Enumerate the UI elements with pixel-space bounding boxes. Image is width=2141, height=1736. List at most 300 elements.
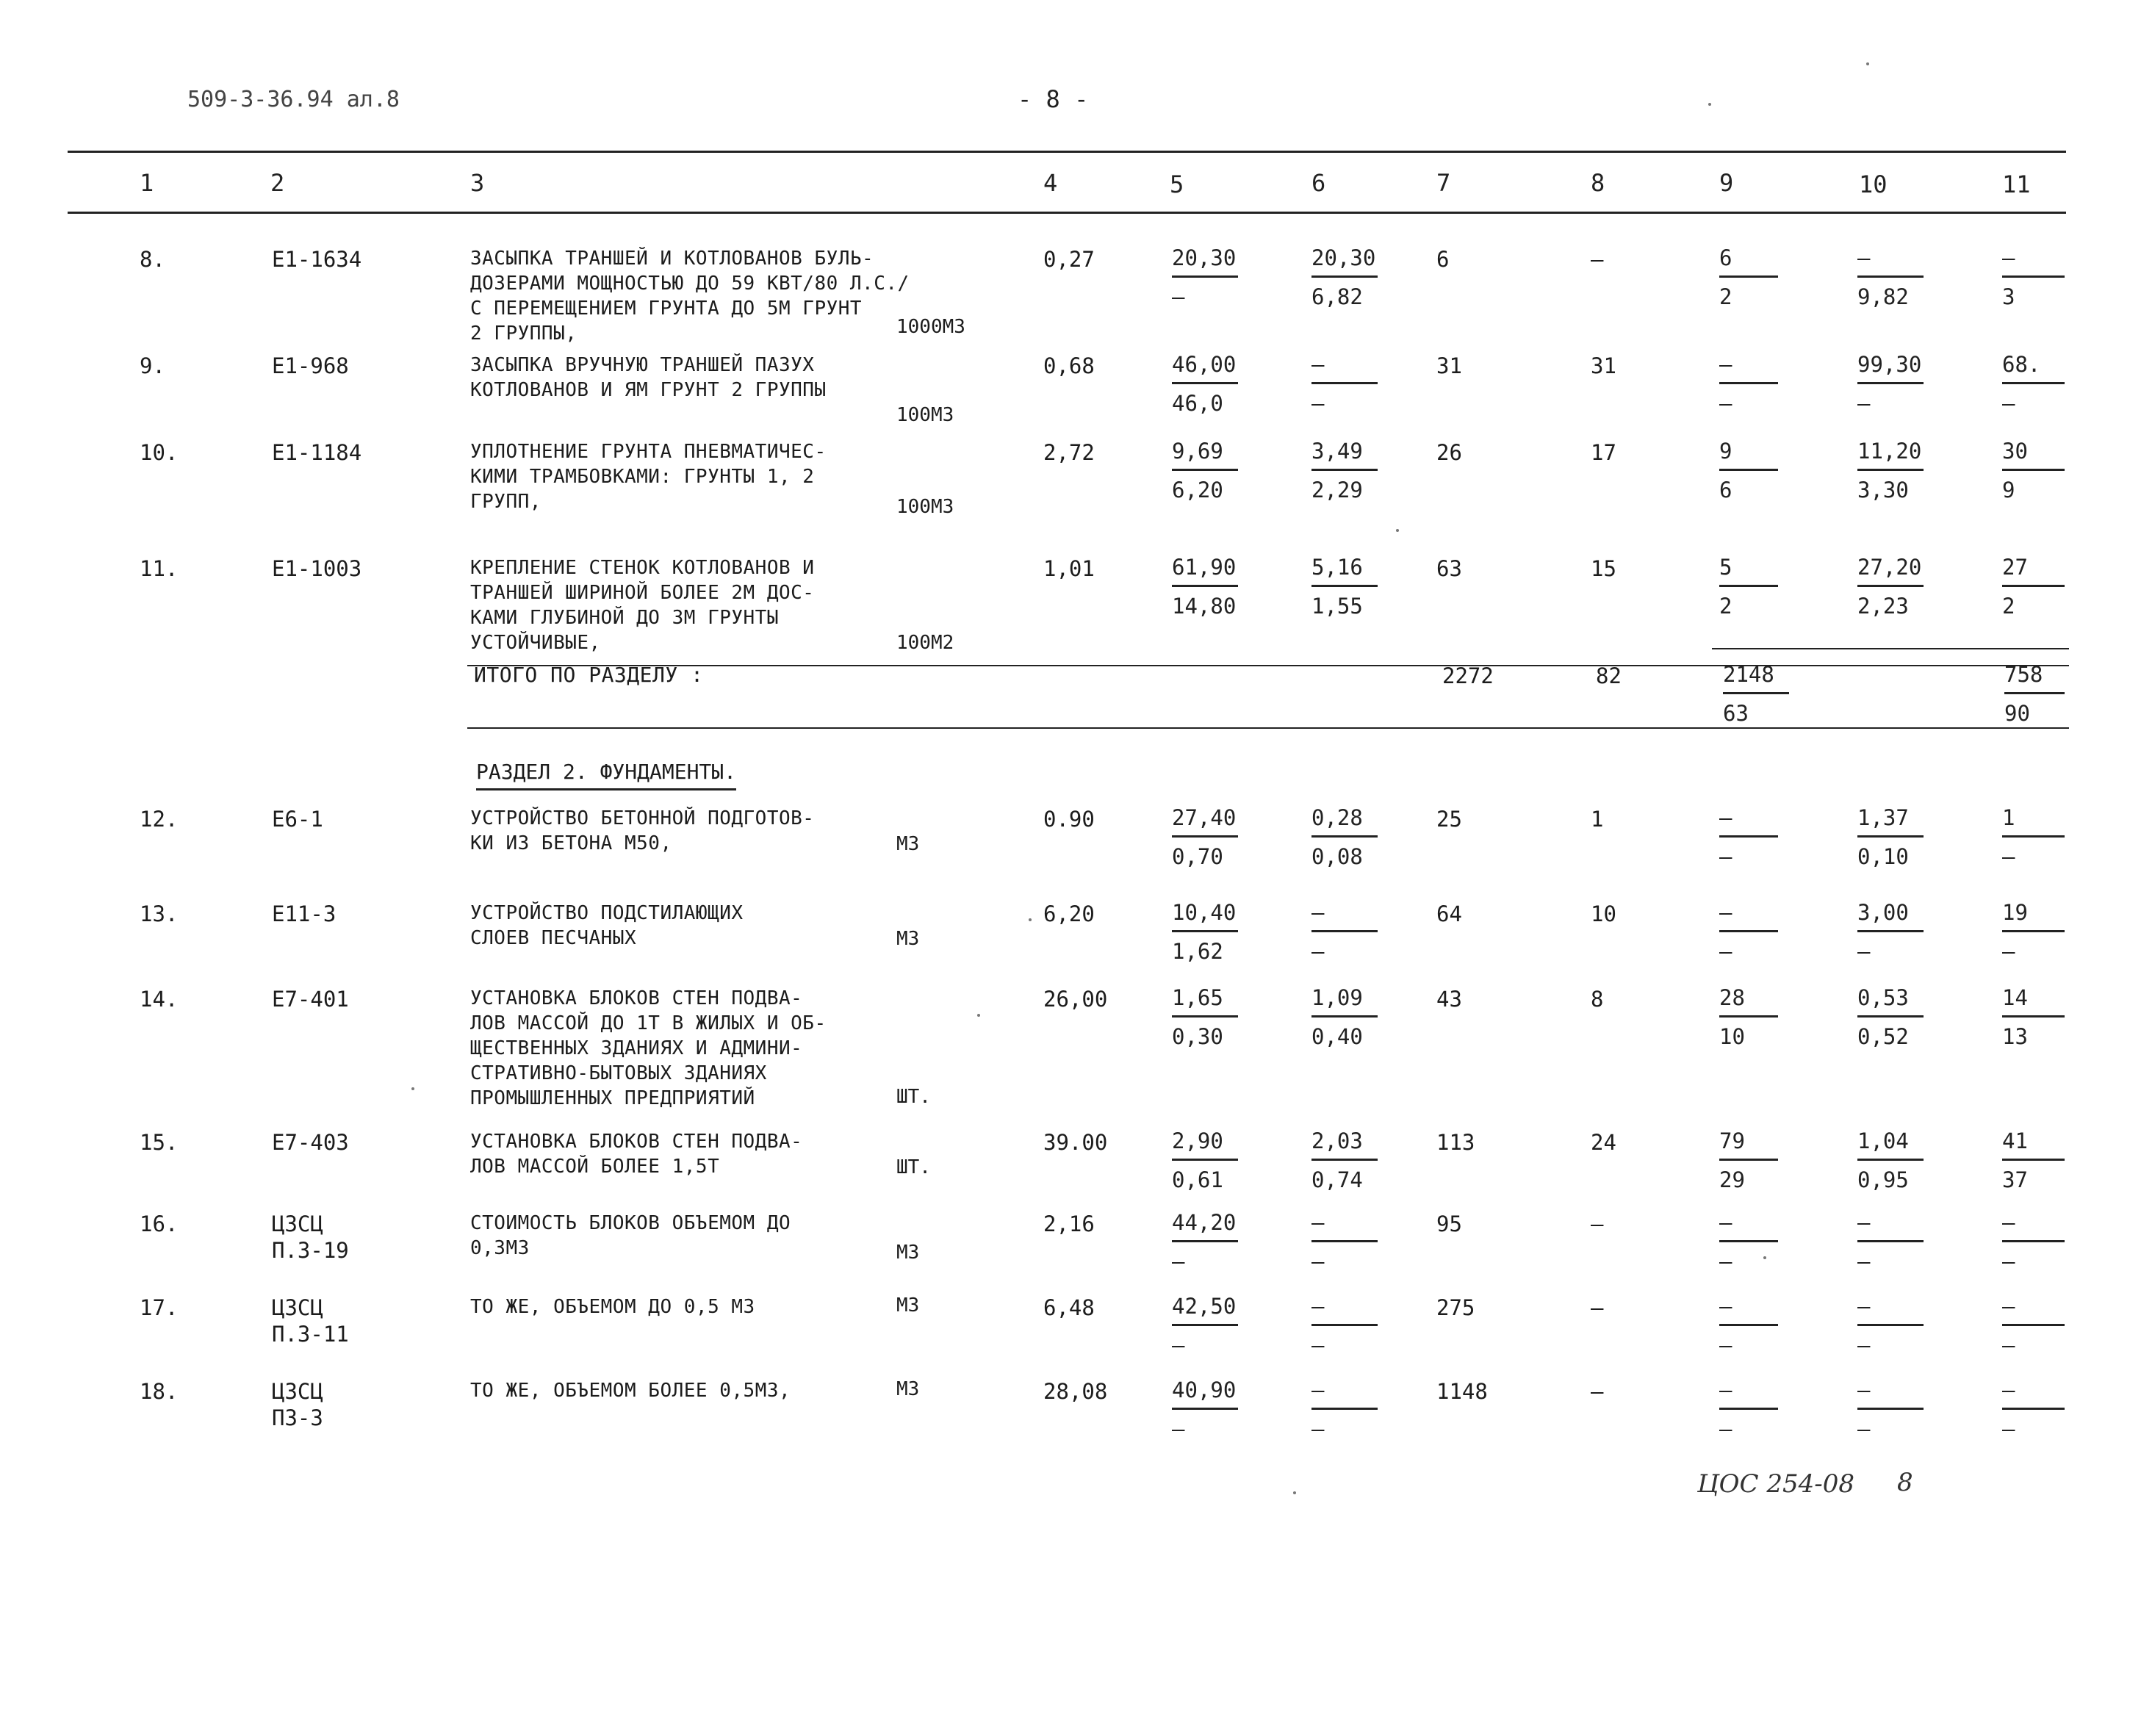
row-8-col11 [2002, 243, 2065, 311]
row-16-col6-bottom: – [1311, 1249, 1325, 1274]
row-11-col6 [1311, 552, 1378, 621]
row-16-unit: М3 [896, 1242, 920, 1264]
row-12-number: 12. [140, 807, 179, 832]
row-15-col9-bottom: 29 [1719, 1167, 1745, 1192]
row-8-col11-bottom: 3 [2002, 284, 2015, 309]
row-15-col10-top: 1,04 [1857, 1128, 1909, 1153]
row-8-col11-line [2002, 275, 2065, 278]
row-9-col11-line [2002, 382, 2065, 384]
row-14-desc-line: УСТАНОВКА БЛОКОВ СТЕН ПОДВА- [470, 987, 803, 1009]
row-16-col5-top: 44,20 [1172, 1210, 1237, 1235]
row-15-code: Е7-403 [272, 1130, 349, 1155]
row-11-col10-top: 27,20 [1857, 555, 1922, 580]
header-top-rule [68, 151, 2066, 153]
row-16-col5-bottom: – [1172, 1249, 1185, 1274]
row-11-col11 [2002, 552, 2065, 621]
row-16-col10-line [1857, 1240, 1924, 1242]
row-18-col5-top: 40,90 [1172, 1377, 1237, 1402]
row-10-col5-line [1172, 469, 1238, 471]
row-16-col11-line [2002, 1240, 2065, 1242]
row-18-desc-line: ТО ЖЕ, ОБЪЕМОМ БОЛЕЕ 0,5М3, [470, 1380, 791, 1402]
row-13-col6-line [1311, 930, 1378, 932]
row-13-col11-line [2002, 930, 2065, 932]
row-13-col6 [1311, 898, 1378, 966]
total-col11-bottom: 90 [2004, 701, 2030, 726]
row-16-desc-line: СТОИМОСТЬ БЛОКОВ ОБЪЕМОМ ДО [470, 1212, 791, 1234]
row-11-col10 [1857, 552, 1924, 621]
col-head-9: 9 [1719, 169, 1734, 197]
row-13-col7: 64 [1436, 901, 1462, 926]
scan-speck [411, 1087, 414, 1090]
row-8-col7: 6 [1436, 247, 1450, 272]
row-15-unit: ШТ. [896, 1156, 931, 1178]
row-14-col9 [1719, 983, 1778, 1051]
row-9-col11-top: 68. [2002, 352, 2041, 377]
row-17-col10-line [1857, 1324, 1924, 1326]
row-14-col6 [1311, 983, 1378, 1051]
row-13-col8: 10 [1591, 901, 1616, 926]
row-8-col10-bottom: 9,82 [1857, 284, 1909, 309]
row-10-code: Е1-1184 [272, 440, 362, 465]
row-10-col6 [1311, 436, 1378, 505]
total-col7: 2272 [1442, 663, 1494, 688]
row-15-desc-line: УСТАНОВКА БЛОКОВ СТЕН ПОДВА- [470, 1131, 803, 1153]
total-col11-top: 758 [2004, 662, 2043, 687]
row-8-col6-bottom: 6,82 [1311, 284, 1363, 309]
row-18-col11 [2002, 1375, 2065, 1444]
row-10-col9 [1719, 436, 1778, 505]
row-18-code: ЦЗСЦ П3-3 [272, 1379, 323, 1430]
row-18-col8: – [1591, 1379, 1604, 1404]
row-8-col5 [1172, 243, 1238, 311]
scan-speck [1866, 62, 1869, 65]
row-11-col5-line [1172, 585, 1238, 587]
row-16-col7: 95 [1436, 1211, 1462, 1236]
row-12-col7: 25 [1436, 807, 1462, 832]
row-12-col5-bottom: 0,70 [1172, 844, 1223, 869]
row-11-col4: 1,01 [1043, 556, 1095, 581]
total-col9-top: 2148 [1723, 662, 1774, 687]
row-13-col5 [1172, 898, 1238, 966]
col-head-5: 5 [1170, 170, 1184, 198]
row-12-col5 [1172, 803, 1238, 871]
row-10-col11-bottom: 9 [2002, 478, 2015, 503]
row-9-col9-top: – [1719, 352, 1732, 377]
row-16-col9-line [1719, 1240, 1778, 1242]
row-12-col11-top: 1 [2002, 805, 2015, 830]
row-11-col6-bottom: 1,55 [1311, 594, 1363, 619]
row-13-col10 [1857, 898, 1924, 966]
row-11-col5-bottom: 14,80 [1172, 594, 1237, 619]
row-17-col9-top: – [1719, 1294, 1732, 1319]
row-15-col10-line [1857, 1159, 1924, 1161]
col-head-4: 4 [1043, 169, 1058, 197]
row-17-col9-bottom: – [1719, 1333, 1732, 1358]
row-14-number: 14. [140, 987, 179, 1012]
row-11-col9-bottom: 2 [1719, 594, 1732, 619]
row-18-col5-line [1172, 1408, 1238, 1410]
row-11-desc-line: УСТОЙЧИВЫЕ, [470, 632, 601, 654]
row-12-col11 [2002, 803, 2065, 871]
total-col9-line [1723, 692, 1789, 694]
row-12-col9-bottom: – [1719, 844, 1732, 869]
row-18-col6-top: – [1311, 1377, 1325, 1402]
row-8-unit: 1000М3 [896, 316, 965, 338]
scan-speck [1293, 1491, 1296, 1494]
row-16-col9 [1719, 1208, 1778, 1276]
row-14-col5-line [1172, 1015, 1238, 1018]
row-8-col5-bottom: – [1172, 284, 1185, 309]
row-11-col6-line [1311, 585, 1378, 587]
row-18-col10-top: – [1857, 1377, 1871, 1402]
total-top-rule-right [1712, 648, 2069, 649]
row-12-desc-line: УСТРОЙСТВО БЕТОННОЙ ПОДГОТОВ- [470, 807, 815, 829]
row-16-col11-top: – [2002, 1210, 2015, 1235]
footer-inventory-sign: ЦОС 254-08 [1697, 1469, 1854, 1499]
row-16-col8: – [1591, 1211, 1604, 1236]
row-14-col9-top: 28 [1719, 985, 1745, 1010]
row-12-col10-top: 1,37 [1857, 805, 1909, 830]
row-8-col11-top: – [2002, 245, 2015, 270]
row-11-col10-line [1857, 585, 1924, 587]
row-14-col9-line [1719, 1015, 1778, 1018]
row-14-col8: 8 [1591, 987, 1604, 1012]
row-10-col7: 26 [1436, 440, 1462, 465]
row-14-col11-line [2002, 1015, 2065, 1018]
row-12-col11-line [2002, 835, 2065, 838]
row-10-col9-line [1719, 469, 1778, 471]
row-14-code: Е7-401 [272, 987, 349, 1012]
row-15-col9-line [1719, 1159, 1778, 1161]
row-9-col10-top: 99,30 [1857, 352, 1922, 377]
col-head-3: 3 [470, 169, 485, 197]
row-15-col11-bottom: 37 [2002, 1167, 2028, 1192]
row-15-number: 15. [140, 1130, 179, 1155]
row-14-col5-top: 1,65 [1172, 985, 1223, 1010]
row-15-col6-bottom: 0,74 [1311, 1167, 1363, 1192]
row-18-col6-bottom: – [1311, 1416, 1325, 1441]
row-14-col6-bottom: 0,40 [1311, 1024, 1363, 1049]
row-9-desc-line: КОТЛОВАНОВ И ЯМ ГРУНТ 2 ГРУППЫ [470, 379, 827, 401]
row-11-desc-line: ТРАНШЕЙ ШИРИНОЙ БОЛЕЕ 2М ДОС- [470, 582, 815, 604]
row-18-col5 [1172, 1375, 1238, 1444]
row-16-col5 [1172, 1208, 1238, 1276]
row-16-col6-line [1311, 1240, 1378, 1242]
row-9-number: 9. [140, 353, 165, 378]
total-col11-line [2004, 692, 2065, 694]
row-13-col11-bottom: – [2002, 939, 2015, 964]
row-18-col5-bottom: – [1172, 1416, 1185, 1441]
row-17-col6-top: – [1311, 1294, 1325, 1319]
footer-page-number: 8 [1897, 1468, 1913, 1497]
row-13-col11 [2002, 898, 2065, 966]
row-9-col6-line [1311, 382, 1378, 384]
row-13-desc-line: СЛОЕВ ПЕСЧАНЫХ [470, 927, 637, 949]
row-8-col6 [1311, 243, 1378, 311]
row-13-col11-top: 19 [2002, 900, 2028, 925]
total-col11 [2004, 660, 2065, 728]
row-10-col10-top: 11,20 [1857, 439, 1922, 464]
row-13-col6-top: – [1311, 900, 1325, 925]
row-16-code: ЦЗСЦ П.3-19 [272, 1211, 349, 1263]
row-13-col5-top: 10,40 [1172, 900, 1237, 925]
row-10-col11-line [2002, 469, 2065, 471]
row-18-col4: 28,08 [1043, 1379, 1108, 1404]
row-15-col10 [1857, 1126, 1924, 1195]
row-18-number: 18. [140, 1379, 179, 1404]
row-13-col9-line [1719, 930, 1778, 932]
row-17-col10-top: – [1857, 1294, 1871, 1319]
row-17-number: 17. [140, 1295, 179, 1320]
row-16-col10-top: – [1857, 1210, 1871, 1235]
row-16-col10 [1857, 1208, 1924, 1276]
row-13-col6-bottom: – [1311, 939, 1325, 964]
row-9-col10 [1857, 350, 1924, 418]
row-16-col5-line [1172, 1240, 1238, 1242]
row-12-col8: 1 [1591, 807, 1604, 832]
row-14-col4: 26,00 [1043, 987, 1108, 1012]
row-10-col10-line [1857, 469, 1924, 471]
row-15-col6 [1311, 1126, 1378, 1195]
row-13-col10-line [1857, 930, 1924, 932]
scan-speck [977, 1014, 980, 1017]
row-11-col11-bottom: 2 [2002, 594, 2015, 619]
row-17-col6-bottom: – [1311, 1333, 1325, 1358]
row-16-number: 16. [140, 1211, 179, 1236]
row-9-code: Е1-968 [272, 353, 349, 378]
row-9-col11 [2002, 350, 2065, 418]
row-8-col6-top: 20,30 [1311, 245, 1376, 270]
row-18-col9 [1719, 1375, 1778, 1444]
row-11-unit: 100М2 [896, 632, 954, 654]
row-12-code: Е6-1 [272, 807, 323, 832]
row-13-code: Е11-3 [272, 901, 337, 926]
row-18-col6-line [1311, 1408, 1378, 1410]
row-17-col9-line [1719, 1324, 1778, 1326]
row-9-col5-bottom: 46,0 [1172, 391, 1223, 416]
row-16-col10-bottom: – [1857, 1249, 1871, 1274]
row-8-col9-top: 6 [1719, 245, 1732, 270]
row-14-col10-line [1857, 1015, 1924, 1018]
row-18-col9-bottom: – [1719, 1416, 1732, 1441]
row-9-col5-top: 46,00 [1172, 352, 1237, 377]
row-14-col6-line [1311, 1015, 1378, 1018]
row-12-col6-bottom: 0,08 [1311, 844, 1363, 869]
row-8-col10 [1857, 243, 1924, 311]
row-11-col11-top: 27 [2002, 555, 2028, 580]
row-13-col10-bottom: – [1857, 939, 1871, 964]
row-10-col5-top: 9,69 [1172, 439, 1223, 464]
row-11-col9-top: 5 [1719, 555, 1732, 580]
row-18-unit: М3 [896, 1378, 920, 1400]
row-10-col11-top: 30 [2002, 439, 2028, 464]
header-bottom-rule [68, 212, 2066, 214]
row-10-col9-top: 9 [1719, 439, 1732, 464]
row-14-col10-top: 0,53 [1857, 985, 1909, 1010]
row-11-desc-line: КАМИ ГЛУБИНОЙ ДО 3М ГРУНТЫ [470, 607, 779, 629]
row-14-col6-top: 1,09 [1311, 985, 1363, 1010]
row-10-col11 [2002, 436, 2065, 505]
row-12-col6-line [1311, 835, 1378, 838]
row-9-desc-line: ЗАСЫПКА ВРУЧНУЮ ТРАНШЕЙ ПАЗУХ [470, 354, 815, 376]
row-13-desc-line: УСТРОЙСТВО ПОДСТИЛАЮЩИХ [470, 902, 744, 924]
row-9-col9-bottom: – [1719, 391, 1732, 416]
row-13-number: 13. [140, 901, 179, 926]
row-10-desc-line: КИМИ ТРАМБОВКАМИ: ГРУНТЫ 1, 2 [470, 466, 815, 488]
total-top-rule [467, 665, 2069, 666]
row-15-col5-top: 2,90 [1172, 1128, 1223, 1153]
row-10-col6-line [1311, 469, 1378, 471]
row-18-col11-top: – [2002, 1377, 2015, 1402]
row-18-col11-bottom: – [2002, 1416, 2015, 1441]
total-bottom-rule [467, 727, 2069, 729]
row-18-col9-top: – [1719, 1377, 1732, 1402]
row-17-col11-bottom: – [2002, 1333, 2015, 1358]
col-head-6: 6 [1311, 169, 1326, 197]
row-17-col11 [2002, 1292, 2065, 1360]
row-18-col10 [1857, 1375, 1924, 1444]
row-10-desc-line: УПЛОТНЕНИЕ ГРУНТА ПНЕВМАТИЧЕС- [470, 441, 827, 463]
row-8-col5-top: 20,30 [1172, 245, 1237, 270]
row-13-col9 [1719, 898, 1778, 966]
row-9-col8: 31 [1591, 353, 1616, 378]
row-16-col9-top: – [1719, 1210, 1732, 1235]
row-11-col11-line [2002, 585, 2065, 587]
row-8-desc-line: 2 ГРУППЫ, [470, 323, 577, 345]
row-17-col5-line [1172, 1324, 1238, 1326]
row-16-desc-line: 0,3М3 [470, 1237, 530, 1259]
row-8-desc-line: ДОЗЕРАМИ МОЩНОСТЬЮ ДО 59 КВТ/80 Л.С./ [470, 273, 910, 295]
row-9-col4: 0,68 [1043, 353, 1095, 378]
row-11-col5-top: 61,90 [1172, 555, 1237, 580]
document-code: 509-3-36.94 ал.8 [187, 87, 400, 112]
row-15-col7: 113 [1436, 1130, 1475, 1155]
col-head-7: 7 [1436, 169, 1451, 197]
row-8-code: Е1-1634 [272, 247, 362, 272]
row-8-desc-line: С ПЕРЕМЕЩЕНИЕМ ГРУНТА ДО 5М ГРУНТ [470, 298, 863, 320]
row-17-col4: 6,48 [1043, 1295, 1095, 1320]
page-marker: - 8 - [1018, 85, 1089, 113]
row-16-col11 [2002, 1208, 2065, 1276]
row-10-col9-bottom: 6 [1719, 478, 1732, 503]
row-10-col10 [1857, 436, 1924, 505]
row-10-col6-bottom: 2,29 [1311, 478, 1363, 503]
row-17-col11-top: – [2002, 1294, 2015, 1319]
row-18-col6 [1311, 1375, 1378, 1444]
col-head-10: 10 [1859, 170, 1888, 198]
row-18-col10-bottom: – [1857, 1416, 1871, 1441]
row-18-col9-line [1719, 1408, 1778, 1410]
row-11-code: Е1-1003 [272, 556, 362, 581]
col-head-2: 2 [270, 169, 285, 197]
row-9-col6-top: – [1311, 352, 1325, 377]
row-14-col10 [1857, 983, 1924, 1051]
row-12-col4: 0.90 [1043, 807, 1095, 832]
row-9-col9 [1719, 350, 1778, 418]
row-12-col9-top: – [1719, 805, 1732, 830]
row-11-desc-line: КРЕПЛЕНИЕ СТЕНОК КОТЛОВАНОВ И [470, 557, 815, 579]
row-9-col5 [1172, 350, 1238, 418]
row-17-col5 [1172, 1292, 1238, 1360]
row-10-col6-top: 3,49 [1311, 439, 1363, 464]
row-8-col8: – [1591, 247, 1604, 272]
col-head-8: 8 [1591, 169, 1605, 197]
row-8-col10-line [1857, 275, 1924, 278]
row-9-col6 [1311, 350, 1378, 418]
row-11-col6-top: 5,16 [1311, 555, 1363, 580]
row-11-col9 [1719, 552, 1778, 621]
row-17-col11-line [2002, 1324, 2065, 1326]
row-17-col6-line [1311, 1324, 1378, 1326]
row-16-col6-top: – [1311, 1210, 1325, 1235]
row-12-col6-top: 0,28 [1311, 805, 1363, 830]
scan-speck [1708, 103, 1711, 106]
row-11-col8: 15 [1591, 556, 1616, 581]
row-14-col11-top: 14 [2002, 985, 2028, 1010]
row-11-col7: 63 [1436, 556, 1462, 581]
row-12-col10 [1857, 803, 1924, 871]
row-14-col9-bottom: 10 [1719, 1024, 1745, 1049]
row-17-unit: М3 [896, 1294, 920, 1317]
row-14-col5 [1172, 983, 1238, 1051]
row-18-col11-line [2002, 1408, 2065, 1410]
row-15-col5-line [1172, 1159, 1238, 1161]
row-17-col8: – [1591, 1295, 1604, 1320]
row-17-col6 [1311, 1292, 1378, 1360]
row-12-unit: М3 [896, 833, 920, 855]
row-15-col9 [1719, 1126, 1778, 1195]
section-2-title: РАЗДЕЛ 2. ФУНДАМЕНТЫ. [476, 760, 736, 790]
row-14-col5-bottom: 0,30 [1172, 1024, 1223, 1049]
row-14-col11-bottom: 13 [2002, 1024, 2028, 1049]
row-15-col9-top: 79 [1719, 1128, 1745, 1153]
row-12-col9 [1719, 803, 1778, 871]
row-10-col5 [1172, 436, 1238, 505]
row-14-col10-bottom: 0,52 [1857, 1024, 1909, 1049]
row-14-desc-line: ЛОВ МАССОЙ ДО 1Т В ЖИЛЫХ И ОБ- [470, 1012, 827, 1034]
row-9-unit: 100М3 [896, 404, 954, 426]
col-head-1: 1 [140, 169, 154, 197]
row-17-col5-bottom: – [1172, 1333, 1185, 1358]
total-label: ИТОГО ПО РАЗДЕЛУ : [474, 663, 704, 687]
row-15-col10-bottom: 0,95 [1857, 1167, 1909, 1192]
row-15-col6-line [1311, 1159, 1378, 1161]
row-13-col10-top: 3,00 [1857, 900, 1909, 925]
row-11-col5 [1172, 552, 1238, 621]
total-col9 [1723, 660, 1789, 728]
row-16-col9-bottom: – [1719, 1249, 1732, 1274]
row-8-col9 [1719, 243, 1778, 311]
row-16-col11-bottom: – [2002, 1249, 2015, 1274]
scan-speck [1396, 529, 1399, 532]
row-12-col5-top: 27,40 [1172, 805, 1237, 830]
row-9-col5-line [1172, 382, 1238, 384]
row-14-desc-line: ЩЕСТВЕННЫХ ЗДАНИЯХ И АДМИНИ- [470, 1037, 803, 1059]
row-9-col6-bottom: – [1311, 391, 1325, 416]
row-8-col10-top: – [1857, 245, 1871, 270]
row-8-desc-line: ЗАСЫПКА ТРАНШЕЙ И КОТЛОВАНОВ БУЛЬ- [470, 248, 874, 270]
row-12-col10-bottom: 0,10 [1857, 844, 1909, 869]
row-13-unit: М3 [896, 928, 920, 950]
row-12-desc-line: КИ ИЗ БЕТОНА М50, [470, 832, 672, 854]
row-10-col5-bottom: 6,20 [1172, 478, 1223, 503]
row-12-col11-bottom: – [2002, 844, 2015, 869]
row-15-desc-line: ЛОВ МАССОЙ БОЛЕЕ 1,5Т [470, 1156, 720, 1178]
row-16-col4: 2,16 [1043, 1211, 1095, 1236]
row-14-desc-line: СТРАТИВНО-БЫТОВЫХ ЗДАНИЯХ [470, 1062, 767, 1084]
row-15-col4: 39.00 [1043, 1130, 1108, 1155]
col-head-11: 11 [2002, 170, 2031, 198]
